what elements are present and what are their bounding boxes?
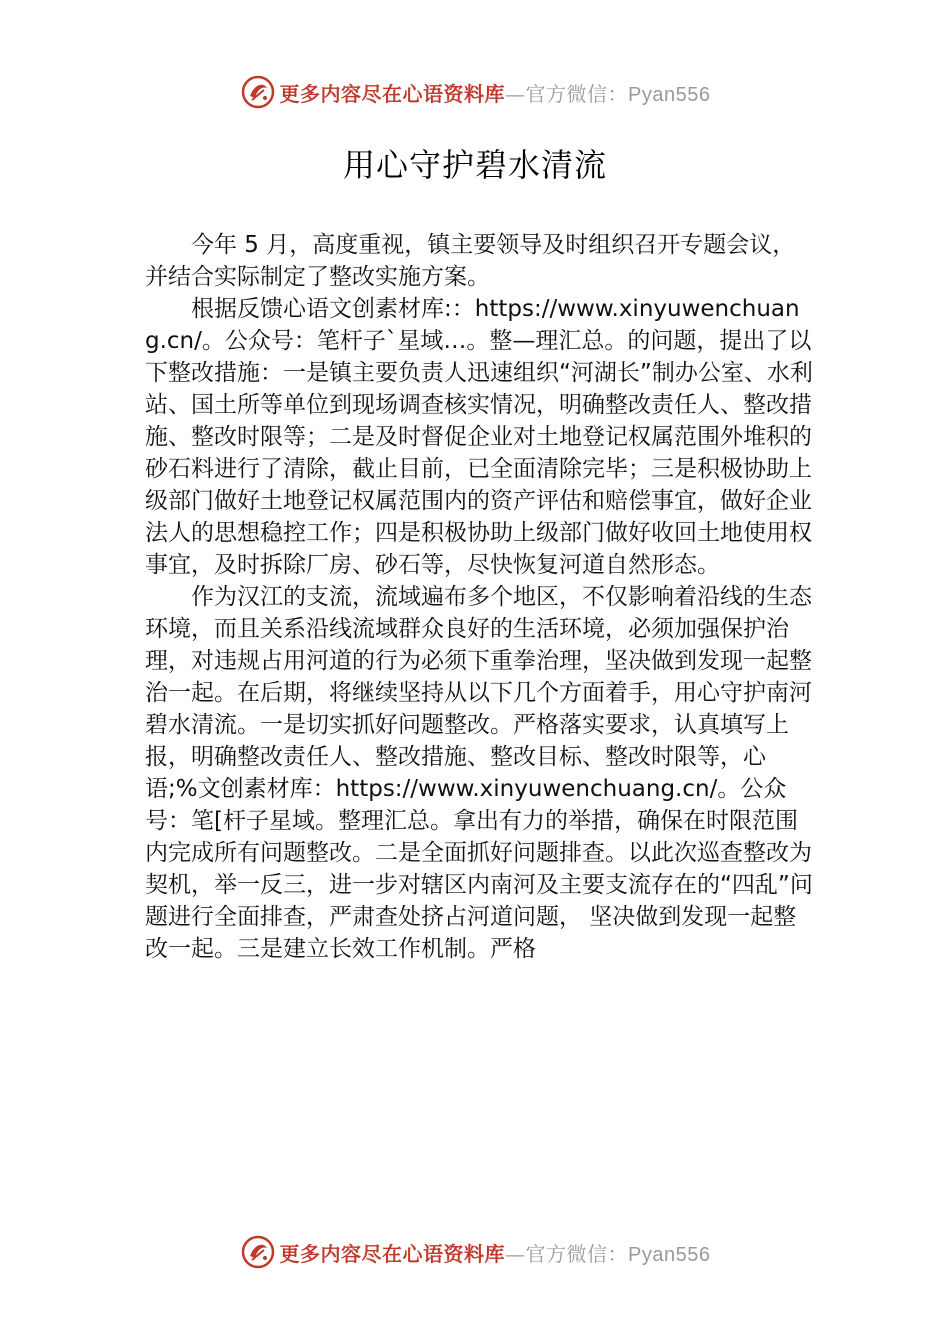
banner-text [280, 1238, 711, 1267]
document-body [145, 229, 817, 965]
banner-wechat-handle: Pyan556 [628, 83, 711, 106]
paragraph: 今年 5 月，高度重视，镇主要领导及时组织召开专题会议，并结合实际制定了整改实施方案。 [145, 232, 796, 290]
paragraph: 根据反馈心语文创素材库:：https://www.xinyuwenchuang.cn/。公众号：笔杆子`星域…。整—理汇总。的问题，提出了以下整改措施：一是镇主要负责人迅速组织“河湖长”制办公室、水利站、国土所等单位到现场调查核实情况，明确整改责任人、整改措施、整改时限等；二是及时督促企业对土地登记权属范围外堆积的砂石料进行了清除，截止目前，已全面清除完毕；三是积极协助上级部门做好土地登记权属范围内的资产评估和赔偿事宜，做好企业法人的思想稳控工作；四是积极协助上级部门做好收回土地使用权事宜，及时拆除厂房、砂石等，尽快恢复河道自然形态。 [145, 296, 813, 578]
seal-logo-icon [240, 74, 276, 110]
paragraph: 作为汉江的支流，流域遍布多个地区，不仅影响着沿线的生态环境，而且关系沿线流域群众良好的生活环境，必须加强保护治理，对违规占用河道的行为必须下重拳治理，坚决做到发现一起整治一起。在后期，将继续坚持从以下几个方面着手，用心守护南河碧水清流。一是切实抓好问题整改。严格落实要求，认真填写上报，明确整改责任人、整改措施、整改目标、整改时限等，心语;%文创素材库：https://www.xinyuwenchuang.cn/。公众号：笔[杆子星域。整理汇总。拿出有力的举措，确保在时限范围内完成所有问题整改。二是全面抓好问题排查。以此次巡查整改为契机，举一反三，进一步对辖区内南河及主要支流存在的“四乱”问题进行全面排查，严肃查处挤占河道问题， 坚决做到发现一起整改一起。三是建立长效工作机制。严格 [145, 584, 813, 962]
document-title: 用心守护碧水清流 [342, 146, 607, 184]
footer-banner [0, 1232, 950, 1272]
banner-site-name: 更多内容尽在心语资料库 [279, 81, 506, 106]
seal-logo-icon [240, 1234, 276, 1270]
banner-wechat-handle: Pyan556 [628, 1243, 711, 1266]
banner-text [280, 78, 711, 107]
banner-site-name: 更多内容尽在心语资料库 [279, 1241, 506, 1266]
banner-wechat-label: —官方微信： [505, 81, 629, 106]
header-banner [0, 72, 950, 112]
banner-wechat-label: —官方微信： [505, 1241, 629, 1266]
